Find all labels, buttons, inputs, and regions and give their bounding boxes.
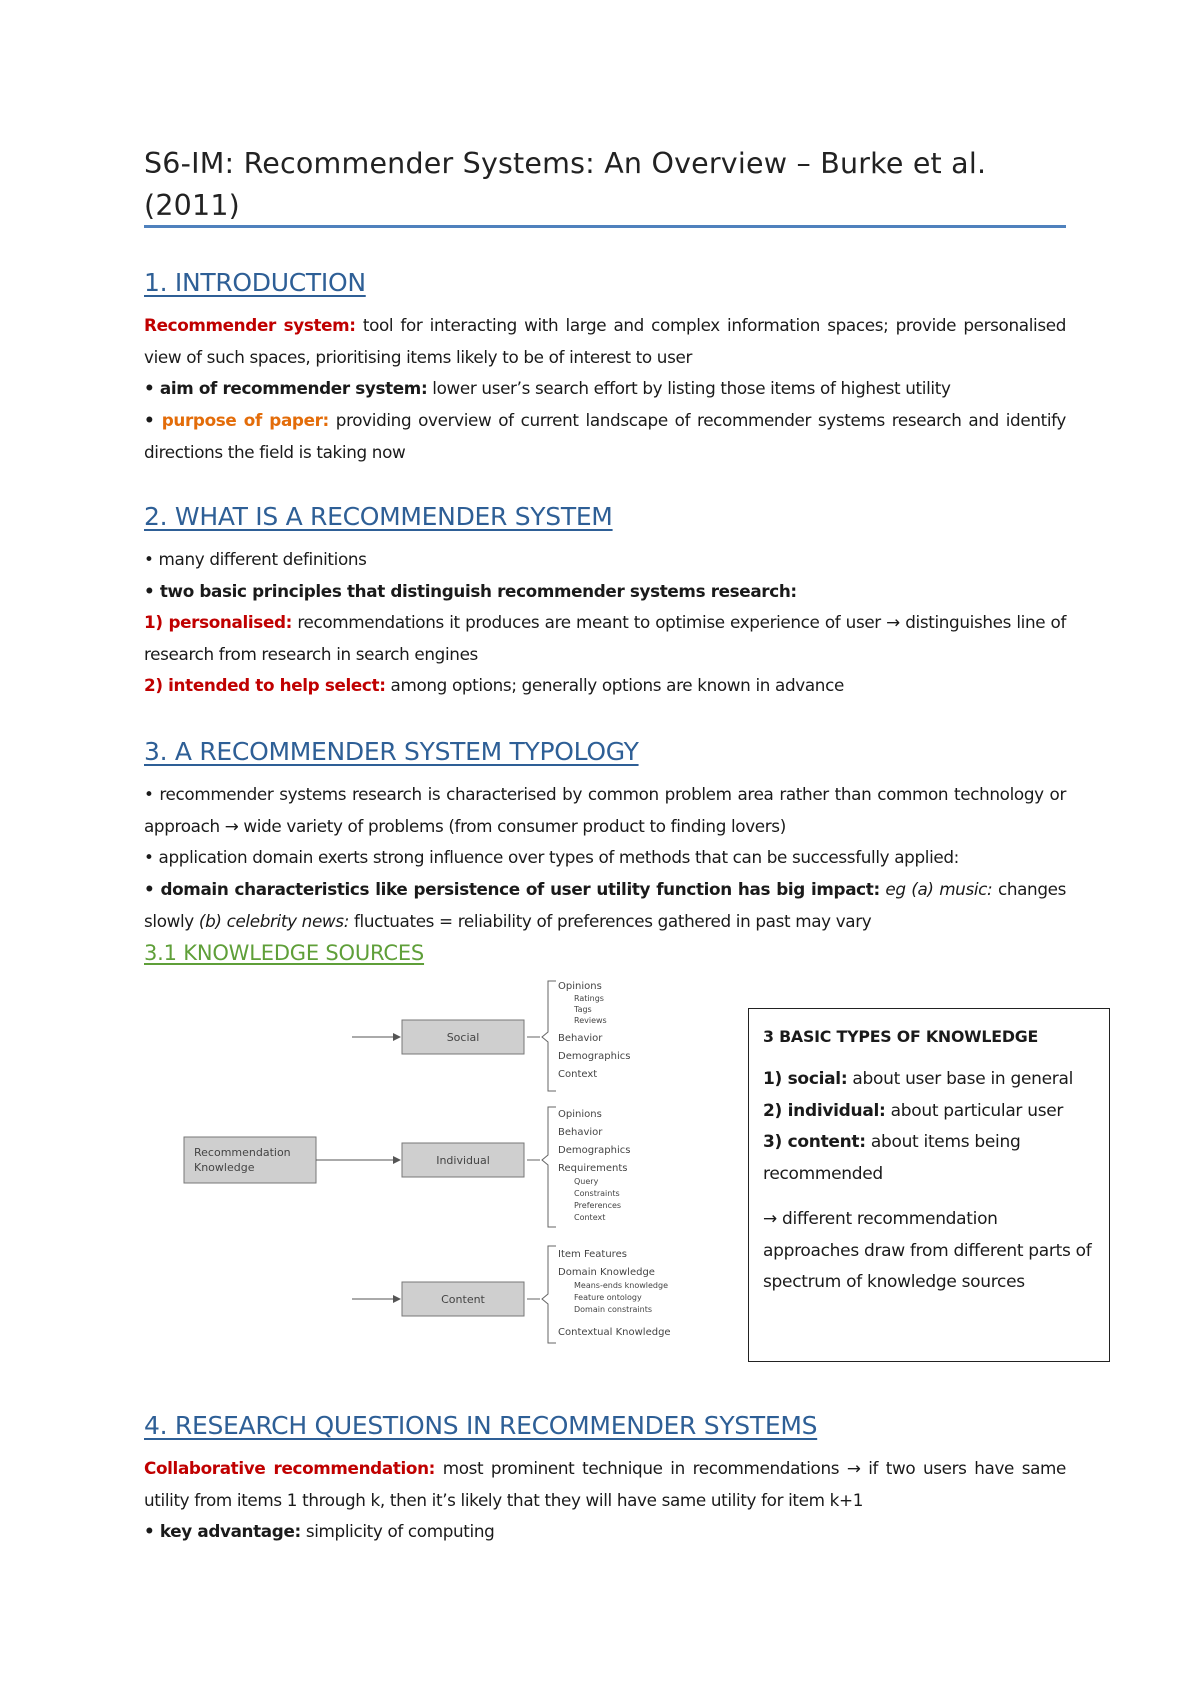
content-item: Item Features: [558, 1249, 627, 1260]
num-2: 2): [144, 675, 163, 695]
bullet-problem-area: • recommender systems research is characterised by common problem area rather than common technology or approach → wide variety of problems (from consumer product to finding lovers): [144, 784, 1066, 836]
individual-item: Behavior: [558, 1127, 603, 1138]
box-spacer: [763, 1190, 1095, 1204]
term-purpose: purpose of paper:: [161, 410, 329, 430]
term-domain-characteristics: • domain characteristics like persistence of user utility function has big impact:: [144, 879, 880, 899]
heading-introduction: 1. INTRODUCTION: [144, 268, 366, 297]
box-text-social: about user base in general: [847, 1069, 1074, 1089]
box-term-content: 3) content:: [763, 1132, 866, 1152]
individual-item: Demographics: [558, 1145, 631, 1156]
bullet-purpose: [144, 405, 1066, 468]
heading-what-is: 2. WHAT IS A RECOMMENDER SYSTEM: [144, 502, 613, 531]
paragraph-recommender-definition: [144, 310, 1066, 373]
text-collaborative: most prominent technique in recommendations → if two users have same utility from items 1 through k, then it’s likely that they will have same utility for item k+1: [144, 1458, 1066, 1510]
heading-knowledge-sources: 3.1 KNOWLEDGE SOURCES: [144, 941, 425, 965]
individual-item: Requirements: [558, 1163, 628, 1174]
content-item: Contextual Knowledge: [558, 1327, 671, 1338]
individual-item: Preferences: [574, 1201, 622, 1210]
example-celebrity: (b) celebrity news:: [198, 910, 349, 931]
social-item: Tags: [574, 1005, 592, 1014]
text-personalised: recommendations it produces are meant to optimise experience of user → distinguishes line of research from research in search engines: [144, 612, 1067, 664]
box-text-individual: about particular user: [885, 1100, 1064, 1121]
social-item: Reviews: [574, 1016, 607, 1025]
term-select: intended to help select:: [162, 675, 386, 695]
num-1: 1): [144, 612, 163, 632]
term-aim: • aim of recommender system:: [144, 378, 428, 398]
bullet-principles: • two basic principles that distinguish recommender systems research:: [144, 581, 797, 601]
box-line-content: [763, 1127, 1095, 1190]
box-line-social: [763, 1064, 1095, 1096]
text-select: among options; generally options are known in advance: [385, 675, 844, 695]
node-recommendation-knowledge: [184, 1137, 316, 1183]
term-recommender-system: Recommender system:: [144, 315, 356, 335]
social-item: Opinions: [558, 981, 602, 992]
individual-item: Opinions: [558, 1109, 602, 1120]
node-root-label-2: Knowledge: [194, 1161, 255, 1174]
box-title: 3 BASIC TYPES OF KNOWLEDGE: [763, 1027, 1039, 1046]
individual-item: Query: [574, 1177, 599, 1186]
box-text-content: about items being recommended: [763, 1132, 1021, 1184]
example-music: eg (a) music:: [879, 879, 993, 899]
box-note: → different recommendation approaches draw from different parts of spectrum of knowledge sources: [763, 1209, 1092, 1292]
box-term-social: 1) social:: [763, 1069, 848, 1089]
text-key-advantage: simplicity of computing: [300, 1521, 495, 1541]
principle-personalised: [144, 607, 1066, 670]
heading-typology: 3. A RECOMMENDER SYSTEM TYPOLOGY: [144, 737, 639, 766]
individual-item: Context: [574, 1213, 606, 1222]
individual-item: Constraints: [574, 1189, 620, 1198]
document-title: S6-IM: Recommender Systems: An Overview – Burke et al. (2011): [144, 147, 987, 222]
text-recommender-definition: tool for interacting with large and complex information spaces; provide personalised view of such spaces, prioritising items likely to be of interest to user: [144, 315, 1066, 367]
content-item: Domain constraints: [574, 1305, 653, 1314]
paragraph-collaborative: [144, 1453, 1066, 1516]
node-social-label: Social: [446, 1031, 480, 1044]
bullet-key-advantage: [144, 1516, 1066, 1548]
node-content-label: Content: [441, 1293, 485, 1306]
box-term-individual: 2) individual:: [763, 1100, 886, 1121]
content-item: Domain Knowledge: [558, 1267, 655, 1278]
social-item: Context: [558, 1069, 598, 1080]
knowledge-types-box: [748, 1008, 1110, 1362]
bullet-definitions: • many different definitions: [144, 549, 367, 569]
bullet-mark: •: [144, 410, 162, 430]
bullet-domain-characteristics: [144, 874, 1066, 937]
content-item: Means-ends knowledge: [574, 1281, 668, 1290]
box-line-individual: [763, 1096, 1095, 1128]
node-individual-label: Individual: [436, 1154, 490, 1167]
node-root-label-1: Recommendation: [194, 1146, 291, 1159]
title-underline-rule: [144, 225, 1066, 228]
text-celebrity: fluctuates = reliability of preferences gathered in past may vary: [349, 910, 872, 931]
term-key-advantage: • key advantage:: [144, 1521, 301, 1541]
term-personalised: personalised:: [162, 612, 292, 632]
principle-select: [144, 670, 1066, 702]
social-item: Behavior: [558, 1033, 603, 1044]
knowledge-sources-diagram: [144, 975, 724, 1360]
text-aim: lower user’s search effort by listing those items of highest utility: [427, 378, 951, 398]
bullet-aim: [144, 373, 1066, 405]
content-item: Feature ontology: [574, 1293, 642, 1302]
heading-research-questions: 4. RESEARCH QUESTIONS IN RECOMMENDER SYSTEMS: [144, 1411, 818, 1440]
bullet-application-domain: • application domain exerts strong influence over types of methods that can be successfully applied:: [144, 847, 959, 867]
text-purpose: providing overview of current landscape of recommender systems research and identify directions the field is taking now: [144, 410, 1066, 462]
term-collaborative: Collaborative recommendation:: [144, 1458, 436, 1478]
social-item: Ratings: [574, 994, 604, 1003]
social-item: Demographics: [558, 1051, 631, 1062]
text-music: changes slowly: [144, 879, 1066, 931]
